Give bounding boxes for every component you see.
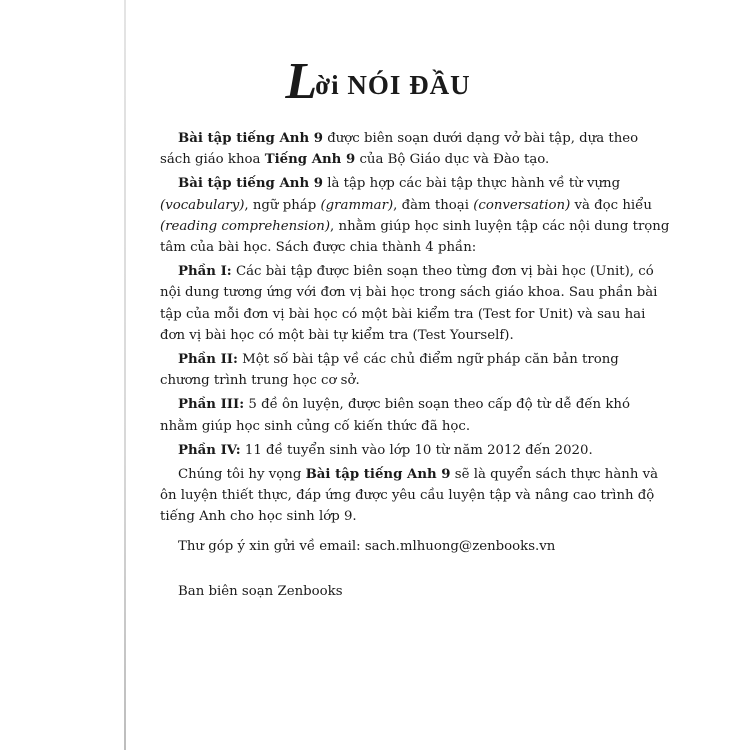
bold-text: Phần III:	[178, 397, 245, 413]
text-run: là tập hợp các bài tập thực hành về từ vựng	[323, 176, 621, 192]
text-line	[160, 581, 596, 602]
text-run: Một số bài tập về các chủ điểm ngữ pháp căn bản trong	[237, 352, 619, 368]
text-run: chương trình trung học cơ sở.	[160, 373, 360, 389]
bold-text: Bài tập tiếng Anh 9	[178, 131, 323, 146]
text-line	[160, 536, 596, 557]
text-run: Chúng tôi hy vọng	[178, 467, 306, 483]
bold-text: Bài tập tiếng Anh 9	[178, 176, 323, 192]
paragraph-p1	[160, 128, 639, 170]
bold-text: Bài tập tiếng Anh 9	[305, 467, 451, 483]
italic-text: (reading comprehension)	[160, 218, 331, 234]
paragraph-p2	[160, 173, 670, 258]
paragraph-p6	[160, 440, 596, 461]
text-line	[160, 304, 646, 325]
title-text: ời NÓI ĐẦU	[315, 70, 471, 100]
text-run: , nhằm giúp học sinh luyện tập các nội dung trọng	[330, 218, 670, 234]
preface-body	[160, 128, 670, 602]
paragraph-p3	[160, 261, 658, 346]
italic-text: (conversation)	[473, 197, 571, 213]
text-line	[160, 506, 596, 527]
bold-text: Phần II:	[178, 352, 238, 368]
title-decorative-initial: L	[285, 53, 316, 110]
paragraph-p8	[160, 536, 596, 557]
text-line	[160, 216, 670, 237]
text-line	[160, 128, 639, 149]
text-line	[160, 195, 652, 216]
paragraph-p5	[160, 394, 630, 436]
text-line	[160, 325, 596, 346]
italic-text: (vocabulary)	[160, 197, 245, 213]
text-run: ôn luyện thiết thực, đáp ứng được yêu cầu luyện tập và nâng cao trình độ	[160, 488, 655, 504]
text-run: đơn vị bài học có một bài tự kiểm tra (Test Yourself).	[160, 327, 514, 343]
text-line	[160, 237, 596, 258]
text-line	[160, 282, 658, 303]
text-run: 11 đề tuyển sinh vào lớp 10 từ năm 2012 đến 2020.	[240, 442, 593, 458]
book-page	[160, 52, 670, 605]
text-line	[160, 349, 619, 370]
text-run: Các bài tập được biên soạn theo từng đơn vị bài học (Unit), có	[231, 264, 654, 280]
text-run: nội dung tương ứng với đơn vị bài học trong sách giáo khoa. Sau phần bài	[160, 285, 658, 301]
text-run: sách giáo khoa	[160, 152, 265, 168]
bold-text: Tiếng Anh 9	[264, 152, 356, 168]
text-run: tập của mỗi đơn vị bài học có một bài kiểm tra (Test for Unit) và sau hai	[160, 306, 646, 322]
text-line	[160, 485, 655, 506]
text-run: tiếng Anh cho học sinh lớp 9.	[160, 509, 357, 525]
text-line	[160, 149, 596, 170]
italic-text: (grammar)	[320, 197, 394, 213]
text-run: được biên soạn dưới dạng vở bài tập, dựa theo	[323, 131, 639, 146]
text-line	[160, 173, 621, 194]
text-line	[160, 464, 659, 485]
page-edge-line	[124, 0, 126, 750]
paragraph-p4	[160, 349, 619, 391]
paragraph-p9	[160, 581, 596, 602]
text-run: tâm của bài học. Sách được chia thành 4 phần:	[160, 240, 477, 256]
text-run: , đàm thoại	[393, 197, 474, 213]
text-run: và đọc hiểu	[570, 197, 652, 213]
text-line	[160, 440, 596, 461]
paragraph-p7	[160, 464, 659, 528]
text-run: Thư góp ý xin gửi về email: sach.mlhuong@zenbooks.vn	[178, 538, 556, 554]
text-line	[160, 394, 630, 415]
page-title	[160, 52, 596, 110]
text-run: 5 đề ôn luyện, được biên soạn theo cấp độ từ dễ đến khó	[244, 397, 630, 413]
text-line	[160, 416, 596, 437]
text-line	[160, 370, 596, 391]
bold-text: Phần IV:	[178, 442, 241, 458]
text-run: , ngữ pháp	[244, 197, 321, 213]
text-run: sẽ là quyển sách thực hành và	[450, 467, 659, 483]
text-run: của Bộ Giáo dục và Đào tạo.	[355, 152, 550, 168]
text-run: Ban biên soạn Zenbooks	[178, 583, 343, 599]
text-run: nhằm giúp học sinh củng cố kiến thức đã học.	[160, 418, 471, 434]
text-line	[160, 261, 654, 282]
bold-text: Phần I:	[178, 264, 232, 280]
